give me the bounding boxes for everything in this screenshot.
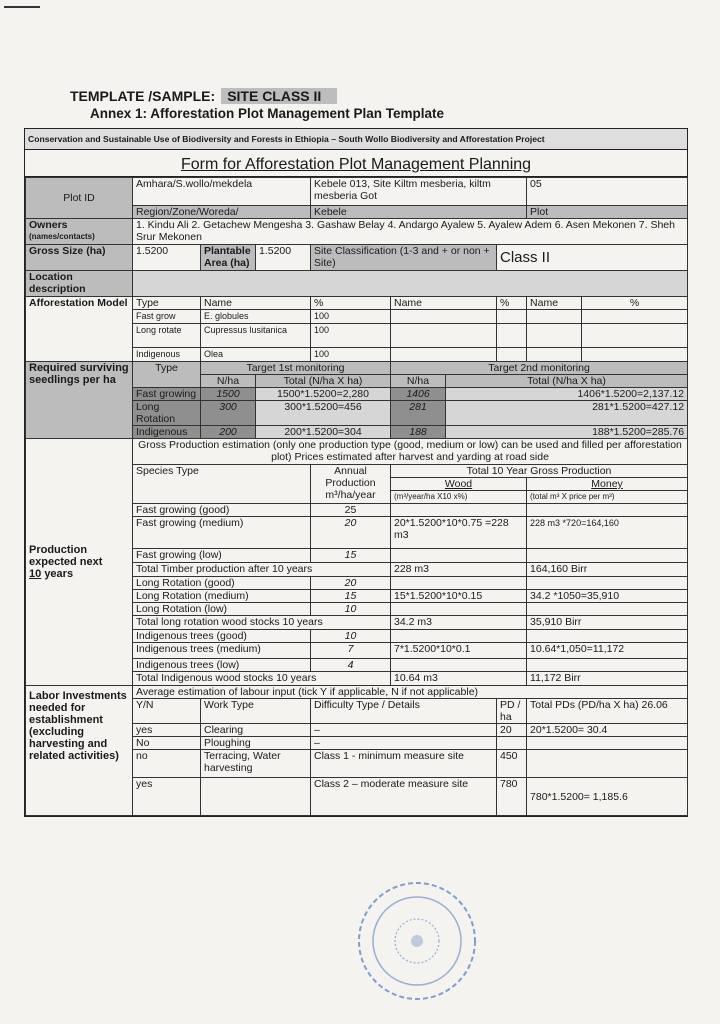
labor-header-pd: PD / ha (497, 699, 527, 724)
model-header-type: Type (133, 297, 201, 310)
model-pct: 100 (311, 310, 391, 324)
production-annual: 10 (311, 603, 391, 616)
wood-header: Wood (391, 478, 527, 491)
production-wood (391, 504, 527, 517)
template-heading (70, 88, 337, 104)
labor-total (527, 750, 688, 778)
seedlings-header-total: Total (N/ha X ha) (256, 375, 391, 388)
corner-mark (4, 6, 40, 8)
form-title: Form for Afforestation Plot Management Planning (25, 150, 687, 177)
plot-label: Plot (527, 206, 688, 219)
labor-total: 780*1.5200= 1,185.6 (527, 778, 688, 816)
production-money (527, 549, 688, 563)
plot-kebele-value: Kebele 013, Site Kiltm mesberia, kiltm mesberia Got (311, 178, 527, 206)
production-wood (391, 577, 527, 590)
production-annual: 20 (311, 517, 391, 549)
seedling-total2: 188*1.5200=285.76 (446, 426, 688, 439)
seedling-n1: 300 (201, 401, 256, 426)
production-total-wood: 10.64 m3 (391, 672, 527, 686)
template-label: TEMPLATE /SAMPLE: (70, 88, 216, 104)
production-money (527, 630, 688, 643)
production-annual: 7 (311, 643, 391, 659)
labor-label: Labor Investments needed for establishment (excluding harvesting and related activities) (26, 686, 133, 816)
seedlings-header-nha-2: N/ha (391, 375, 446, 388)
model-pct: 100 (311, 324, 391, 348)
seedling-n2: 1406 (391, 388, 446, 401)
production-species: Long Rotation (low) (133, 603, 311, 616)
production-wood (391, 630, 527, 643)
production-wood (391, 549, 527, 563)
production-total-label: Total Timber production after 10 years (133, 563, 391, 577)
kebele-label: Kebele (311, 206, 527, 219)
labor-difficulty: – (311, 724, 497, 737)
labor-pd: 780 (497, 778, 527, 816)
project-title: Conservation and Sustainable Use of Biodiversity and Forests in Ethiopia – South Wollo Biodiversity and Afforestation Project (25, 129, 687, 150)
production-wood: 7*1.5200*10*0.1 (391, 643, 527, 659)
production-total-wood: 228 m3 (391, 563, 527, 577)
seedlings-header-target1: Target 1st monitoring (201, 362, 391, 375)
model-name: Cupressus lusitanica (201, 324, 311, 348)
plantable-label: Plantable Area (ha) (201, 245, 256, 271)
money-header: Money (527, 478, 688, 491)
production-annual: 15 (311, 590, 391, 603)
owners-label: Owners (29, 219, 68, 231)
labor-header-difficulty: Difficulty Type / Details (311, 699, 497, 724)
production-total-money: 11,172 Birr (527, 672, 688, 686)
production-annual: 4 (311, 659, 391, 672)
plot-number-value: 05 (527, 178, 688, 206)
model-header-pct: % (311, 297, 391, 310)
production-species: Fast growing (medium) (133, 517, 311, 549)
model-type: Indigenous (133, 348, 201, 362)
official-stamp (352, 876, 482, 1006)
seedling-n2: 188 (391, 426, 446, 439)
plot-id-label: Plot ID (26, 178, 133, 219)
owners-value: 1. Kindu Ali 2. Getachew Mengesha 3. Gashaw Belay 4. Andargo Ayalew 5. Ayalew Adem 6. Asen Mekonen 7. Sheh Srur Mekonen (133, 219, 688, 245)
site-classification-value: Class II (497, 245, 688, 271)
labor-yn: yes (133, 778, 201, 816)
production-total-money: 164,160 Birr (527, 563, 688, 577)
production-species: Indigenous trees (low) (133, 659, 311, 672)
site-classification-label: Site Classification (1-3 and + or non + Site) (311, 245, 497, 271)
model-name: E. globules (201, 310, 311, 324)
labor-work (201, 778, 311, 816)
management-form (24, 128, 688, 817)
labor-pd: 20 (497, 724, 527, 737)
model-name: Olea (201, 348, 311, 362)
production-wood: 15*1.5200*10*0.15 (391, 590, 527, 603)
seedling-n1: 200 (201, 426, 256, 439)
production-total-money: 35,910 Birr (527, 616, 688, 630)
seedlings-label: Required surviving seedlings per ha (26, 362, 133, 439)
seedling-total2: 281*1.5200=427.12 (446, 401, 688, 426)
labor-total: 20*1.5200= 30.4 (527, 724, 688, 737)
seedling-type: Long Rotation (133, 401, 201, 426)
wood-subheader: (m³/year/ha X10 x%) (391, 491, 527, 504)
production-money: 10.64*1,050=11,172 (527, 643, 688, 659)
model-pct: 100 (311, 348, 391, 362)
production-annual: 20 (311, 577, 391, 590)
seedlings-header-total-2: Total (N/ha X ha) (446, 375, 688, 388)
seedlings-header-target2: Target 2nd monitoring (391, 362, 688, 375)
production-money (527, 504, 688, 517)
labor-header-work: Work Type (201, 699, 311, 724)
labor-work: Ploughing (201, 737, 311, 750)
production-species: Indigenous trees (medium) (133, 643, 311, 659)
labor-difficulty: – (311, 737, 497, 750)
production-species: Indigenous trees (good) (133, 630, 311, 643)
location-label: Location description (26, 271, 133, 297)
labor-note: Average estimation of labour input (tick Y if applicable, N if not applicable) (133, 686, 688, 699)
production-money (527, 659, 688, 672)
total-10-year-header: Total 10 Year Gross Production (391, 465, 688, 478)
labor-header-yn: Y/N (133, 699, 201, 724)
production-species: Fast growing (low) (133, 549, 311, 563)
production-species: Long Rotation (good) (133, 577, 311, 590)
model-header-name-2: Name (391, 297, 497, 310)
labor-total (527, 737, 688, 750)
model-type: Long rotate (133, 324, 201, 348)
model-header-name: Name (201, 297, 311, 310)
production-annual: 15 (311, 549, 391, 563)
seedling-total2: 1406*1.5200=2,137.12 (446, 388, 688, 401)
location-value (133, 271, 688, 297)
production-money (527, 577, 688, 590)
production-note: Gross Production estimation (only one production type (good, medium or low) can be used and filled per afforestation plot) Prices estimated after harvest and yarding at road side (133, 439, 688, 465)
production-wood (391, 603, 527, 616)
production-total-wood: 34.2 m3 (391, 616, 527, 630)
labor-yn: yes (133, 724, 201, 737)
seedling-total1: 300*1.5200=456 (256, 401, 391, 426)
production-species: Long Rotation (medium) (133, 590, 311, 603)
seedling-type: Indigenous (133, 426, 201, 439)
site-class-badge: SITE CLASS II (221, 88, 337, 104)
plantable-value: 1.5200 (256, 245, 311, 271)
production-label: Production expected next (29, 544, 103, 568)
production-annual: 10 (311, 630, 391, 643)
production-money (527, 603, 688, 616)
seedlings-header-nha: N/ha (201, 375, 256, 388)
afforestation-model-label: Afforestation Model (26, 297, 133, 362)
gross-size-value: 1.5200 (133, 245, 201, 271)
labor-work: Terracing, Water harvesting (201, 750, 311, 778)
form-table (25, 177, 688, 816)
labor-difficulty: Class 2 – moderate measure site (311, 778, 497, 816)
annual-production-header: Annual Production m³/ha/year (311, 465, 391, 504)
production-wood: 20*1.5200*10*0.75 =228 m3 (391, 517, 527, 549)
production-total-label: Total Indigenous wood stocks 10 years (133, 672, 391, 686)
model-header-name-3: Name (527, 297, 582, 310)
labor-yn: no (133, 750, 201, 778)
production-years-number: 10 (29, 568, 42, 580)
production-years-word: years (44, 568, 74, 580)
labor-pd (497, 737, 527, 750)
seedling-n1: 1500 (201, 388, 256, 401)
seedling-n2: 281 (391, 401, 446, 426)
model-header-pct-3: % (582, 297, 688, 310)
production-total-label: Total long rotation wood stocks 10 years (133, 616, 391, 630)
money-subheader: (total m³ X price per m³) (527, 491, 688, 504)
seedling-total1: 200*1.5200=304 (256, 426, 391, 439)
labor-header-total: Total PDs (PD/ha X ha) 26.06 (527, 699, 688, 724)
production-money: 34.2 *1050=35,910 (527, 590, 688, 603)
labor-pd: 450 (497, 750, 527, 778)
production-annual: 25 (311, 504, 391, 517)
model-type: Fast grow (133, 310, 201, 324)
labor-work: Clearing (201, 724, 311, 737)
labor-difficulty: Class 1 - minimum measure site (311, 750, 497, 778)
model-header-pct-2: % (497, 297, 527, 310)
production-wood (391, 659, 527, 672)
labor-yn: No (133, 737, 201, 750)
species-type-header: Species Type (133, 465, 311, 504)
region-label: Region/Zone/Woreda/ (133, 206, 311, 219)
production-money: 228 m3 *720=164,160 (527, 517, 688, 549)
seedling-total1: 1500*1.5200=2,280 (256, 388, 391, 401)
owners-sublabel: (names/contacts) (29, 232, 95, 241)
gross-size-label: Gross Size (ha) (26, 245, 133, 271)
annex-title: Annex 1: Afforestation Plot Management Plan Template (90, 106, 445, 121)
seedlings-header-type: Type (133, 362, 201, 388)
seedling-type: Fast growing (133, 388, 201, 401)
plot-region-value: Amhara/S.wollo/mekdela (133, 178, 311, 206)
production-species: Fast growing (good) (133, 504, 311, 517)
